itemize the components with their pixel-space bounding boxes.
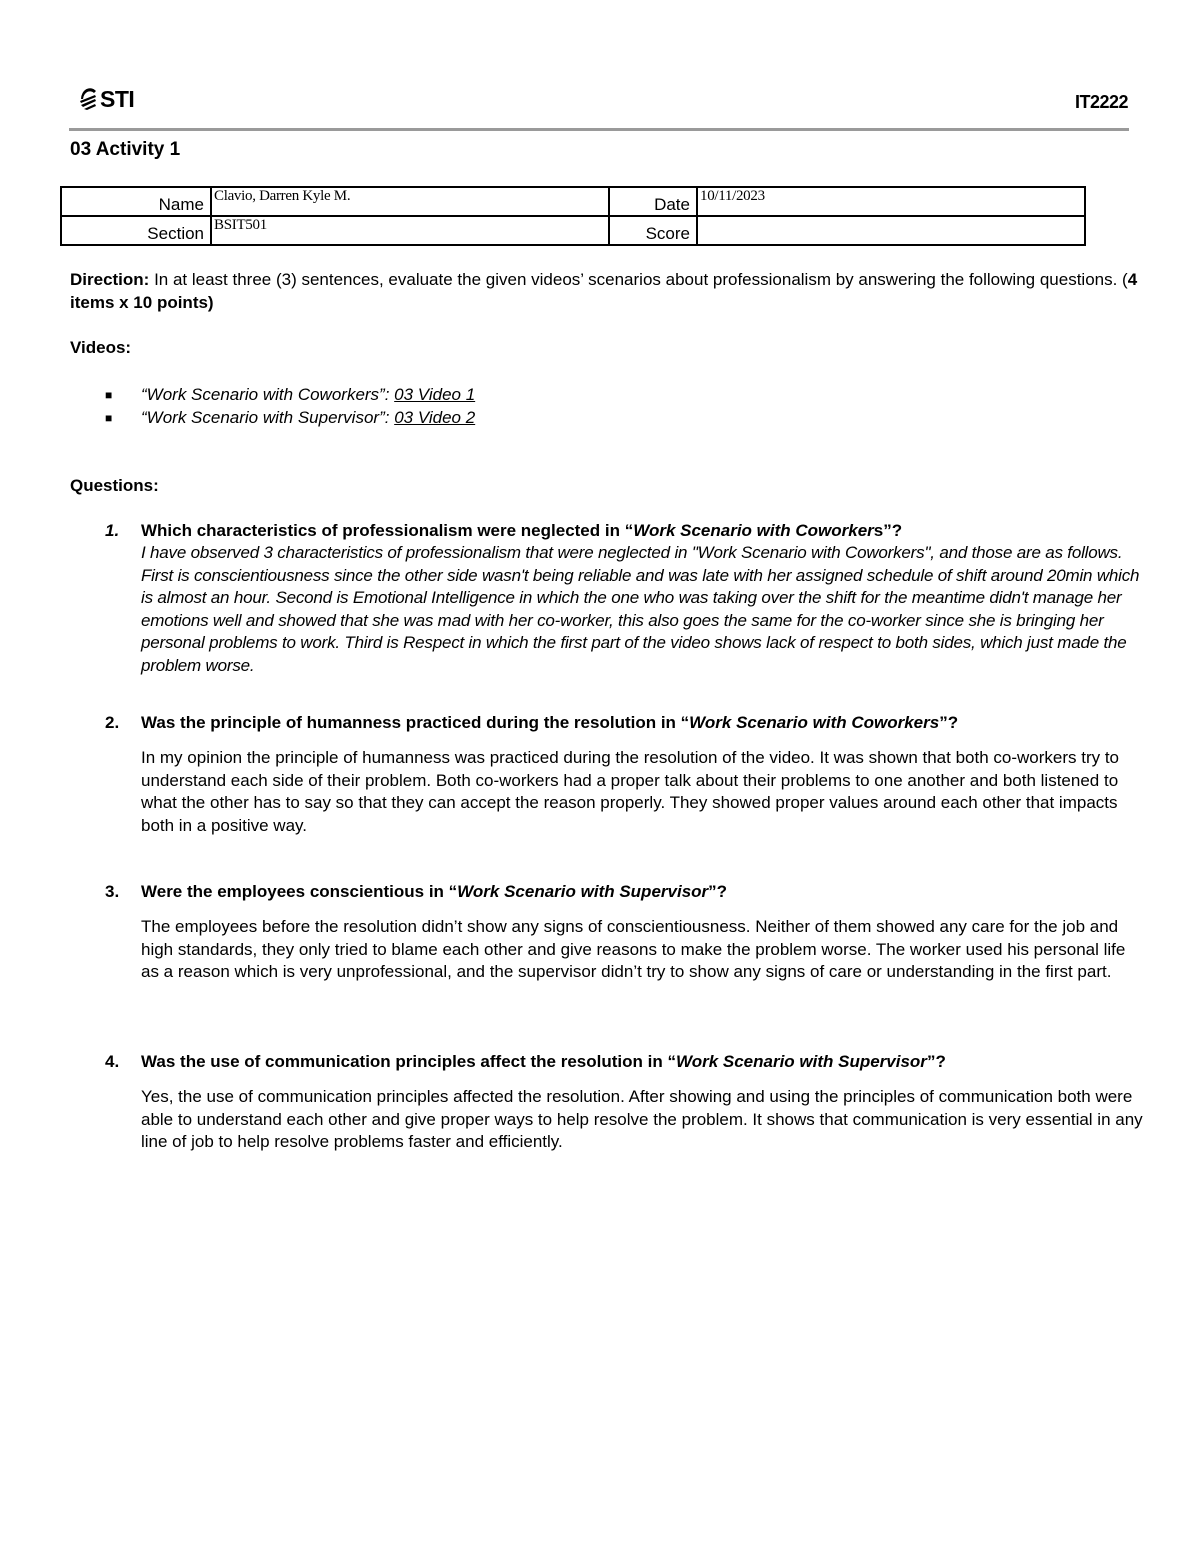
- date-field[interactable]: 10/11/2023: [697, 187, 1085, 216]
- videos-heading: Videos:: [70, 338, 132, 357]
- globe-logo-icon: [78, 86, 100, 112]
- questions-heading: Questions:: [70, 476, 159, 495]
- name-field[interactable]: Clavio, Darren Kyle M.: [211, 187, 609, 216]
- question-number: 4.: [105, 1052, 120, 1071]
- section-field[interactable]: BSIT501: [211, 216, 609, 245]
- question-number: 2.: [105, 713, 120, 732]
- date-label: Date: [609, 187, 697, 216]
- video-title: “Work Scenario with Supervisor”:: [141, 407, 395, 427]
- list-item: [105, 407, 475, 430]
- score-label: Score: [609, 216, 697, 245]
- video-title: “Work Scenario with Coworkers”:: [141, 385, 395, 404]
- score-field[interactable]: [697, 216, 1085, 245]
- logo-text: STI: [100, 86, 135, 112]
- question-number: 3.: [105, 882, 120, 901]
- videos-list: [105, 384, 475, 429]
- header-divider: [69, 128, 1129, 131]
- direction-points: 4 items x 10 points): [70, 270, 1138, 312]
- question-text: Was the principle of humanness practiced during the resolution in “Work Scenario with Coworkers”?: [141, 713, 959, 732]
- direction-paragraph: [70, 269, 1140, 314]
- list-item: [105, 384, 475, 407]
- table-row: [61, 187, 1085, 216]
- question-text: Was the use of communication principles affect the resolution in “Work Scenario with Supervisor”?: [141, 1052, 946, 1071]
- table-row: [61, 216, 1085, 245]
- answer-text: I have observed 3 characteristics of professionalism that were neglected in "Work Scenario with Coworkers", and those are as follows. First is conscientiousness since the other side wasn't being reliable and was late with her assigned schedule of shift around 20min which is almost an hour. Second is Emotional Intelligence in which the one who was taking over the shift for the meantime didn't manage her emotions well and showed that she was mad with her co-worker, this also goes the same for the co-worker since she is bringing her personal problems to work. Third is Respect in which the first part of the video shows lack of respect to both sides, which just made the problem worse.: [141, 543, 1140, 675]
- direction-text: In at least three (3) sentences, evaluate the given videos’ scenarios about professionalism by answering the following questions. (: [149, 270, 1128, 289]
- question-text: Were the employees conscientious in “Work Scenario with Supervisor”?: [141, 882, 728, 901]
- section-label: Section: [61, 216, 211, 245]
- course-code: IT2222: [1074, 92, 1128, 112]
- bullet-icon: ■: [105, 388, 113, 402]
- student-info-table: [60, 186, 1086, 246]
- sti-logo: [78, 86, 138, 112]
- activity-title: 03 Activity 1: [70, 139, 181, 160]
- bullet-icon: ■: [105, 410, 113, 425]
- video-link[interactable]: 03 Video 1: [394, 385, 476, 404]
- question-number: 1.: [105, 521, 120, 540]
- answer-text: The employees before the resolution didn’t show any signs of conscientiousness. Neither of them showed any care for the job and high standards, they only tried to blame each other and give reasons to make the problem worse. The worker used his personal life as a reason which is very unprofessional, and the supervisor didn’t try to show any signs of care or understanding in the first part.: [141, 917, 1126, 981]
- answer-text: Yes, the use of communication principles affected the resolution. After showing and using the principles of communication both were able to understand each other and give proper ways to help resolve the problem. It shows that communication is very essential in any line of job to help resolve problems faster and efficiently.: [141, 1087, 1143, 1151]
- direction-label: Direction:: [70, 270, 150, 289]
- name-label: Name: [61, 187, 211, 216]
- video-link[interactable]: 03 Video 2: [394, 407, 476, 427]
- answer-text: In my opinion the principle of humanness was practiced during the resolution of the video. It was shown that both co-workers try to understand each side of their problem. Both co-workers had a proper talk about their problems to one another and both listened to what the other has to say so that they can accept the reason properly. They showed proper values around each other that impacts both in a positive way.: [141, 748, 1120, 835]
- question-text: Which characteristics of professionalism were neglected in “Work Scenario with Coworkers”?: [141, 521, 903, 540]
